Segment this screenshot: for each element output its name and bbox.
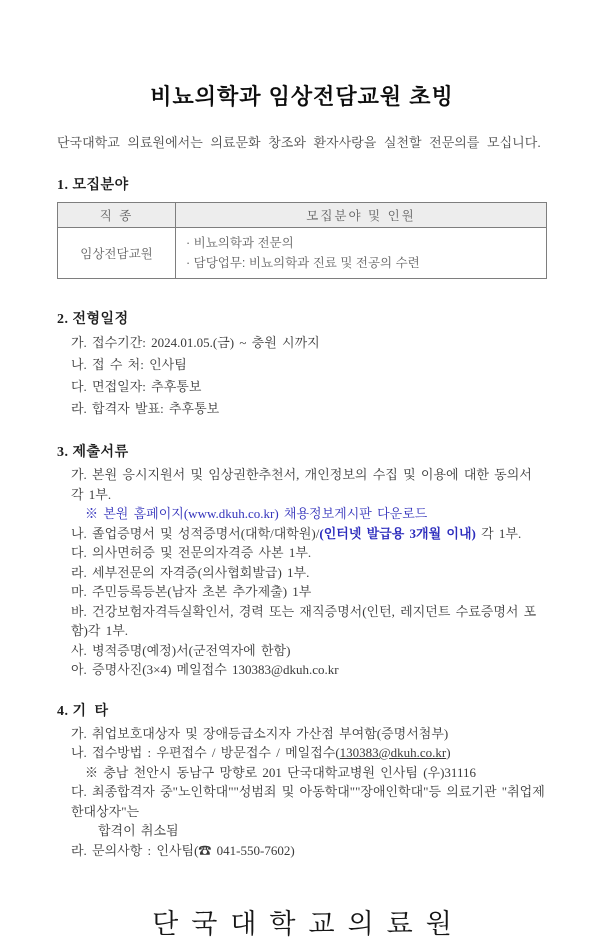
doc-note-homepage-download: ※ 본원 홈페이지(www.dkuh.co.kr) 채용정보게시판 다운로드: [85, 506, 428, 521]
section-etc: [57, 700, 547, 861]
reception-email-link: 130383@dkuh.co.kr: [339, 745, 447, 760]
doc-item-subspecialty: 라. 세부전문의 자격증(의사협회발급) 1부.: [71, 564, 310, 580]
page-title: 비뇨의학과 임상전담교원 초빙: [150, 84, 454, 109]
section-documents: [57, 441, 547, 680]
organization-logo-text: 단국대학교의료원: [152, 909, 465, 939]
table-cell-job: 임상전담교원: [58, 228, 176, 279]
recruit-table: [57, 202, 547, 279]
schedule-item-reception-period: 가. 접수기간: 2024.01.05.(금) ~ 충원 시까지: [71, 335, 320, 350]
table-cell-details: [176, 228, 547, 279]
section1-heading: 1. 모집분야: [57, 178, 129, 193]
table-header-job: 직 종: [58, 203, 176, 228]
section2-heading: 2. 전형일정: [57, 312, 129, 327]
table-header-row: [58, 203, 547, 228]
intro-text: 단국대학교 의료원에서는 의료문화 창조와 환자사랑을 실천할 전문의를 모십니다.: [57, 135, 541, 150]
doc-item-transcripts: [57, 524, 547, 544]
table-row: [58, 228, 547, 279]
detail-line-1: · 비뇨의학과 전문의: [186, 236, 294, 250]
etc-item-reception-method: [57, 743, 547, 763]
section-schedule: [57, 308, 547, 420]
etc-item-reception-suffix: ): [446, 745, 451, 760]
etc-item-bonus-points: 가. 취업보호대상자 및 장애등급소지자 가산점 부여함(증명서첨부): [71, 725, 449, 741]
doc-item-insurance-career: 바. 건강보험자격득실확인서, 경력 또는 재직증명서(인턴, 레지던트 수료증명서 포함)각 1부.: [71, 603, 537, 638]
etc-item-contact: 라. 문의사항 : 인사팀(☎ 041-550-7602): [71, 842, 295, 858]
detail-line-2: · 담당업무: 비뇨의학과 진료 및 전공의 수련: [186, 256, 420, 270]
doc-item-resident-registration: 마. 주민등록등본(남자 초본 추가제출) 1부: [71, 584, 312, 599]
doc-item-transcripts-prefix: 나. 졸업증명서 및 성적증명서(대학/대학원)/: [71, 525, 320, 541]
doc-item-transcripts-suffix: 각 1부.: [475, 525, 522, 541]
etc-item-disqualification-line2: 합격이 취소됨: [98, 823, 179, 838]
table-header-field: 모집분야 및 인원: [176, 203, 547, 228]
doc-item-military-record: 사. 병적증명(예정)서(군전역자에 한함): [71, 642, 291, 658]
section3-heading: 3. 제출서류: [57, 445, 129, 460]
schedule-item-result-announcement: 라. 합격자 발표: 추후통보: [71, 401, 220, 416]
schedule-item-reception-place: 나. 접 수 처: 인사팀: [71, 357, 187, 372]
schedule-item-interview-date: 다. 면접일자: 추후통보: [71, 379, 202, 394]
etc-item-disqualification-line1: 다. 최종합격자 중"노인학대""성범죄 및 아동학대""장애인학대"등 의료기관 "취업제한대상자"는: [71, 784, 545, 819]
doc-item-application: 가. 본원 응시지원서 및 임상권한추천서, 개인정보의 수집 및 이용에 대한 동의서 각 1부.: [71, 467, 538, 502]
doc-item-license: 다. 의사면허증 및 전문의자격증 사본 1부.: [71, 545, 312, 560]
etc-note-address: ※ 충남 천안시 동남구 망향로 201 단국대학교병원 인사팀 (우)31116: [85, 764, 476, 780]
etc-item-reception-prefix: 나. 접수방법 : 우편접수 / 방문접수 / 메일접수(: [71, 745, 340, 760]
doc-item-photo-email: 아. 증명사진(3×4) 메일접수 130383@dkuh.co.kr: [71, 662, 339, 677]
section4-heading: 4. 기 타: [57, 703, 109, 719]
doc-item-transcripts-highlight: (인터넷 발급용 3개월 이내): [319, 525, 476, 541]
